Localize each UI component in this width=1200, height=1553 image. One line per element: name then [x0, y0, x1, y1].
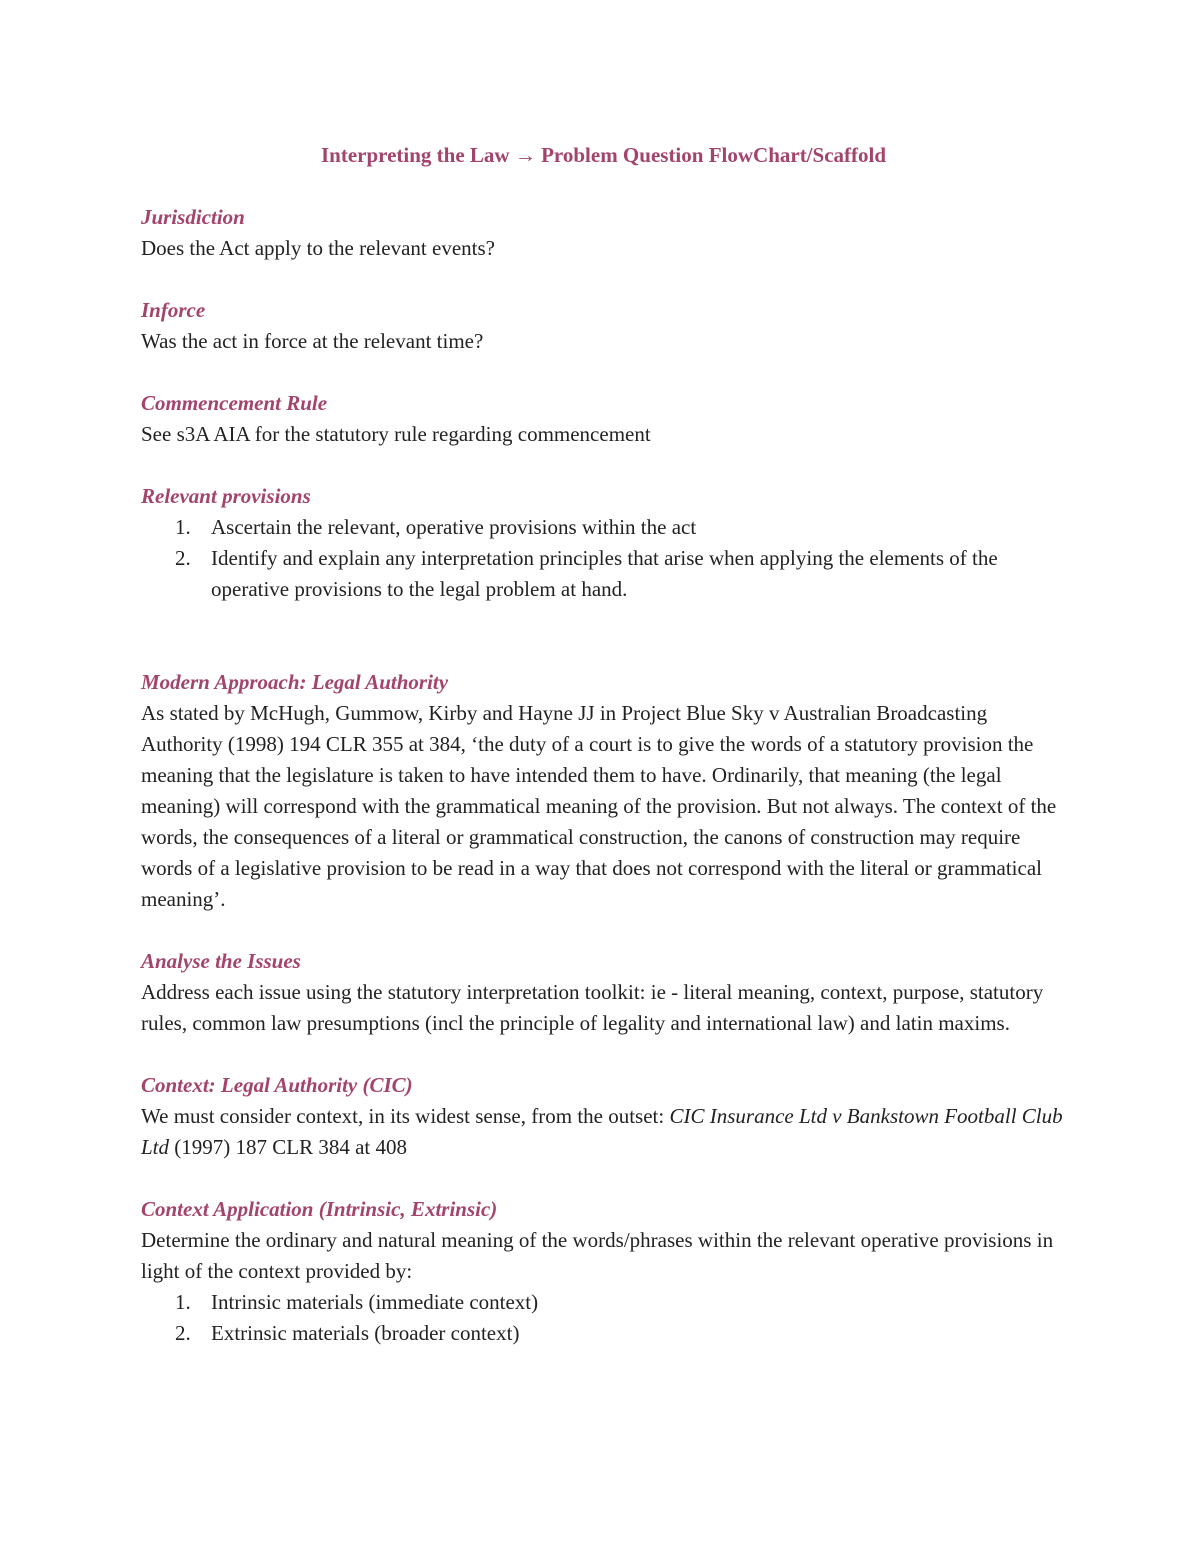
section-jurisdiction — [141, 202, 1066, 264]
list-item-text: Extrinsic materials (broader context) — [211, 1321, 520, 1345]
list-item — [141, 543, 1066, 605]
list-item-text: Intrinsic materials (immediate context) — [211, 1290, 539, 1314]
section-text: As stated by McHugh, Gummow, Kirby and Hayne JJ in Project Blue Sky v Australian Broadcasting Authority (1998) 194 CLR 355 at 384, ‘the duty of a court is to give the words of a statutory provision the meaning that the legislature is taken to have intended them to have. Ordinarily, that meaning (the legal meaning) will correspond with the grammatical meaning of the provision. But not always. The context of the words, the consequences of a literal or grammatical construction, the canons of construction may require words of a legislative provision to be read in a way that does not correspond with the literal or grammatical meaning’. — [141, 701, 1057, 911]
document-title: Interpreting the Law → Problem Question FlowChart/Scaffold — [320, 143, 887, 167]
document-page — [141, 140, 1066, 1380]
section-heading: Inforce — [141, 298, 206, 322]
section-heading: Analyse the Issues — [141, 949, 301, 973]
case-citation: CIC Insurance Ltd v Bankstown Football Club Ltd — [141, 1104, 1063, 1159]
section-text: Was the act in force at the relevant time? — [141, 329, 484, 353]
list-item — [141, 512, 1066, 543]
list-item — [141, 1318, 1066, 1349]
list-number: 1. — [175, 515, 191, 539]
section-relevant-provisions — [141, 481, 1066, 605]
section-heading: Modern Approach: Legal Authority — [141, 670, 449, 694]
numbered-list — [141, 1287, 1066, 1349]
section-text: See s3A AIA for the statutory rule regarding commencement — [141, 422, 651, 446]
list-item-text: Ascertain the relevant, operative provisions within the act — [211, 515, 697, 539]
section-context-authority — [141, 1070, 1066, 1163]
text-after-case: (1997) 187 CLR 384 at 408 — [169, 1135, 407, 1159]
list-number: 2. — [175, 1321, 191, 1345]
section-commencement-rule — [141, 388, 1066, 450]
section-analyse-issues — [141, 946, 1066, 1039]
section-heading: Relevant provisions — [141, 484, 311, 508]
section-modern-approach — [141, 667, 1066, 915]
section-text: Does the Act apply to the relevant events? — [141, 236, 495, 260]
section-heading: Jurisdiction — [141, 205, 245, 229]
list-item-text: Identify and explain any interpretation principles that arise when applying the elements of the operative provisions to the legal problem at hand. — [211, 546, 998, 601]
text-before-case: We must consider context, in its widest sense, from the outset: — [141, 1104, 670, 1128]
section-heading: Commencement Rule — [141, 391, 328, 415]
list-item — [141, 1287, 1066, 1318]
list-number: 2. — [175, 546, 191, 570]
section-text — [141, 1101, 1066, 1163]
section-text: Address each issue using the statutory interpretation toolkit: ie - literal meaning, context, purpose, statutory rules, common law presumptions (incl the principle of legality and international law) and latin maxims. — [141, 980, 1044, 1035]
numbered-list — [141, 512, 1066, 605]
section-heading: Context: Legal Authority (CIC) — [141, 1073, 413, 1097]
list-number: 1. — [175, 1290, 191, 1314]
section-inforce — [141, 295, 1066, 357]
section-text: Determine the ordinary and natural meaning of the words/phrases within the relevant operative provisions in light of the context provided by: — [141, 1228, 1054, 1283]
section-heading: Context Application (Intrinsic, Extrinsic) — [141, 1197, 498, 1221]
section-context-application — [141, 1194, 1066, 1349]
